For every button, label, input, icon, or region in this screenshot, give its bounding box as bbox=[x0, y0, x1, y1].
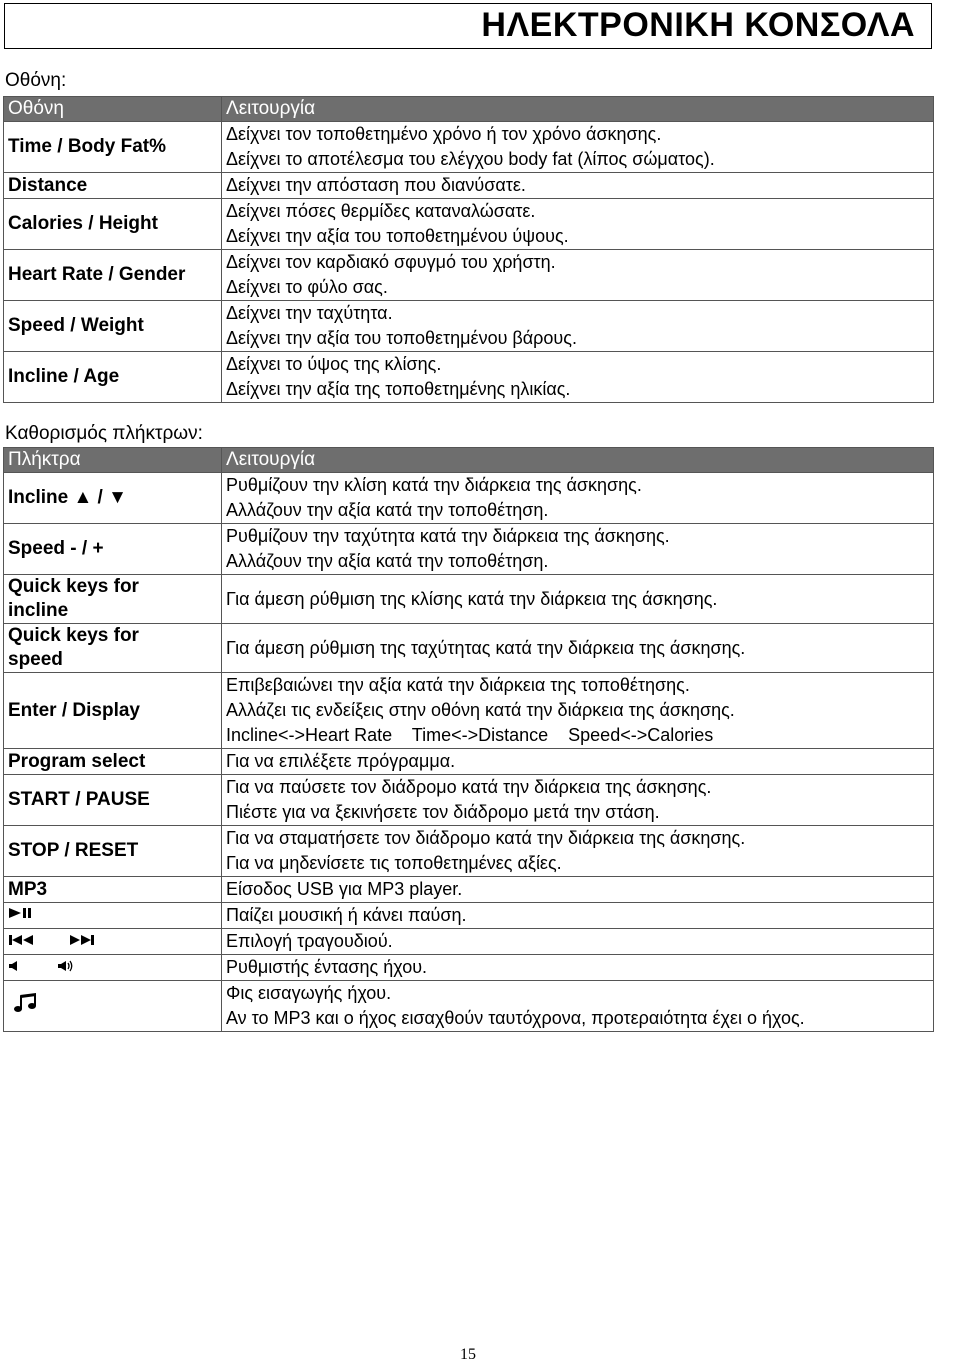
key-line: Quick keys for bbox=[8, 625, 139, 646]
row-key: Heart Rate / Gender bbox=[4, 250, 222, 301]
key-line: incline bbox=[8, 600, 69, 621]
row-function bbox=[222, 173, 934, 199]
table-row bbox=[4, 775, 934, 826]
function-line: Για να παύσετε τον διάδρομο κατά την διάρκεια της άσκησης. bbox=[226, 777, 712, 797]
row-key bbox=[4, 575, 222, 624]
row-function bbox=[222, 199, 934, 250]
function-line: Πιέστε για να ξεκινήσετε τον διάδρομο μετά την στάση. bbox=[226, 802, 660, 822]
table-row bbox=[4, 250, 934, 301]
table-row bbox=[4, 575, 934, 624]
row-key: Program select bbox=[4, 749, 222, 775]
row-key: Incline / Age bbox=[4, 352, 222, 403]
display-section-label: Οθόνη: bbox=[5, 70, 67, 91]
function-line: Ρυθμίζουν την κλίση κατά την διάρκεια της άσκησης. bbox=[226, 475, 642, 495]
display-table-header bbox=[4, 97, 934, 122]
row-key: Time / Body Fat% bbox=[4, 122, 222, 173]
table-row bbox=[4, 877, 934, 903]
header-function: Λειτουργία bbox=[222, 448, 934, 473]
row-key: Speed - / + bbox=[4, 524, 222, 575]
keys-table-header bbox=[4, 448, 934, 473]
row-function bbox=[222, 301, 934, 352]
row-key: Enter / Display bbox=[4, 673, 222, 749]
display-table bbox=[3, 96, 934, 403]
row-key bbox=[4, 624, 222, 673]
header-screen: Οθόνη bbox=[4, 97, 222, 122]
function-line: Αν το MP3 και ο ήχος εισαχθούν ταυτόχρονα, προτεραιότητα έχει ο ήχος. bbox=[226, 1008, 805, 1028]
page-number: 15 bbox=[460, 1346, 476, 1363]
row-function bbox=[222, 473, 934, 524]
table-row bbox=[4, 955, 934, 981]
row-key: Distance bbox=[4, 173, 222, 199]
page-title: ΗΛΕΚΤΡΟΝΙΚΗ ΚΟΝΣΟΛΑ bbox=[481, 6, 915, 44]
function-line: Δείχνει την απόσταση που διανύσατε. bbox=[226, 175, 526, 195]
row-function bbox=[222, 624, 934, 673]
function-line: Για να σταματήσετε τον διάδρομο κατά την διάρκεια της άσκησης. bbox=[226, 828, 746, 848]
row-function bbox=[222, 903, 934, 929]
function-line: Δείχνει την αξία του τοποθετημένου ύψους. bbox=[226, 226, 569, 246]
function-line: Είσοδος USB για MP3 player. bbox=[226, 879, 463, 899]
function-line: Για να μηδενίσετε τις τοποθετημένες αξίες. bbox=[226, 853, 562, 873]
function-line: Δείχνει το αποτέλεσμα του ελέγχου body fat (λίπος σώματος). bbox=[226, 149, 715, 169]
table-row bbox=[4, 624, 934, 673]
row-key: MP3 bbox=[4, 877, 222, 903]
function-line: Δείχνει τον τοποθετημένο χρόνο ή τον χρόνο άσκησης. bbox=[226, 124, 662, 144]
row-function bbox=[222, 749, 934, 775]
row-function bbox=[222, 122, 934, 173]
music-note-icon bbox=[12, 992, 38, 1020]
function-line: Δείχνει την αξία της τοποθετημένης ηλικίας. bbox=[226, 379, 571, 399]
row-key: START / PAUSE bbox=[4, 775, 222, 826]
function-line: Αλλάζει τις ενδείξεις στην οθόνη κατά την διάρκεια της άσκησης. bbox=[226, 700, 735, 720]
function-line: Δείχνει την αξία του τοποθετημένου βάρους. bbox=[226, 328, 577, 348]
function-line: Παίζει μουσική ή κάνει παύση. bbox=[226, 905, 467, 925]
previous-track-icon bbox=[8, 930, 34, 952]
row-function bbox=[222, 250, 934, 301]
header-function: Λειτουργία bbox=[222, 97, 934, 122]
table-row bbox=[4, 199, 934, 250]
volume-down-icon bbox=[8, 956, 22, 978]
row-function bbox=[222, 775, 934, 826]
keys-section-label: Καθορισμός πλήκτρων: bbox=[5, 423, 203, 444]
row-key bbox=[4, 929, 222, 955]
function-line: Αλλάζουν την αξία κατά την τοποθέτηση. bbox=[226, 551, 549, 571]
function-line: Incline<->Heart Rate Time<->Distance Speed<->Calories bbox=[226, 725, 714, 745]
function-line: Επιβεβαιώνει την αξία κατά την διάρκεια της τοποθέτησης. bbox=[226, 675, 690, 695]
table-row bbox=[4, 826, 934, 877]
function-line: Για να επιλέξετε πρόγραμμα. bbox=[226, 751, 456, 771]
row-function bbox=[222, 673, 934, 749]
keys-table bbox=[3, 447, 934, 1032]
row-function bbox=[222, 981, 934, 1032]
table-row bbox=[4, 903, 934, 929]
row-function bbox=[222, 524, 934, 575]
table-row bbox=[4, 352, 934, 403]
function-line: Επιλογή τραγουδιού. bbox=[226, 931, 393, 951]
header-keys: Πλήκτρα bbox=[4, 448, 222, 473]
row-function bbox=[222, 955, 934, 981]
play-pause-icon bbox=[8, 904, 34, 926]
row-key bbox=[4, 903, 222, 929]
row-key: STOP / RESET bbox=[4, 826, 222, 877]
row-key bbox=[4, 955, 222, 981]
row-key: Speed / Weight bbox=[4, 301, 222, 352]
row-function bbox=[222, 877, 934, 903]
table-row bbox=[4, 929, 934, 955]
volume-up-icon bbox=[57, 956, 75, 978]
function-line: Για άμεση ρύθμιση της κλίσης κατά την διάρκεια της άσκησης. bbox=[226, 588, 718, 609]
table-row bbox=[4, 524, 934, 575]
function-line: Δείχνει το φύλο σας. bbox=[226, 277, 388, 297]
table-row bbox=[4, 173, 934, 199]
row-function bbox=[222, 575, 934, 624]
table-row bbox=[4, 122, 934, 173]
function-line: Δείχνει τον καρδιακό σφυγμό του χρήστη. bbox=[226, 252, 556, 272]
key-line: Quick keys for bbox=[8, 576, 139, 597]
row-function bbox=[222, 826, 934, 877]
row-key bbox=[4, 981, 222, 1032]
function-line: Ρυθμιστής έντασης ήχου. bbox=[226, 957, 428, 977]
table-row bbox=[4, 673, 934, 749]
table-row bbox=[4, 301, 934, 352]
row-function bbox=[222, 352, 934, 403]
row-key: Calories / Height bbox=[4, 199, 222, 250]
function-line: Δείχνει το ύψος της κλίσης. bbox=[226, 354, 442, 374]
table-row bbox=[4, 749, 934, 775]
function-line: Για άμεση ρύθμιση της ταχύτητας κατά την διάρκεια της άσκησης. bbox=[226, 637, 746, 658]
table-row bbox=[4, 473, 934, 524]
function-line: Δείχνει πόσες θερμίδες καταναλώσατε. bbox=[226, 201, 536, 221]
function-line: Ρυθμίζουν την ταχύτητα κατά την διάρκεια της άσκησης. bbox=[226, 526, 670, 546]
row-key: Incline ▲ / ▼ bbox=[4, 473, 222, 524]
row-function bbox=[222, 929, 934, 955]
function-line: Αλλάζουν την αξία κατά την τοποθέτηση. bbox=[226, 500, 549, 520]
function-line: Δείχνει την ταχύτητα. bbox=[226, 303, 393, 323]
next-track-icon bbox=[69, 930, 95, 952]
function-line: Φις εισαγωγής ήχου. bbox=[226, 983, 392, 1003]
key-line: speed bbox=[8, 649, 63, 670]
table-row bbox=[4, 981, 934, 1032]
title-box bbox=[4, 3, 932, 49]
